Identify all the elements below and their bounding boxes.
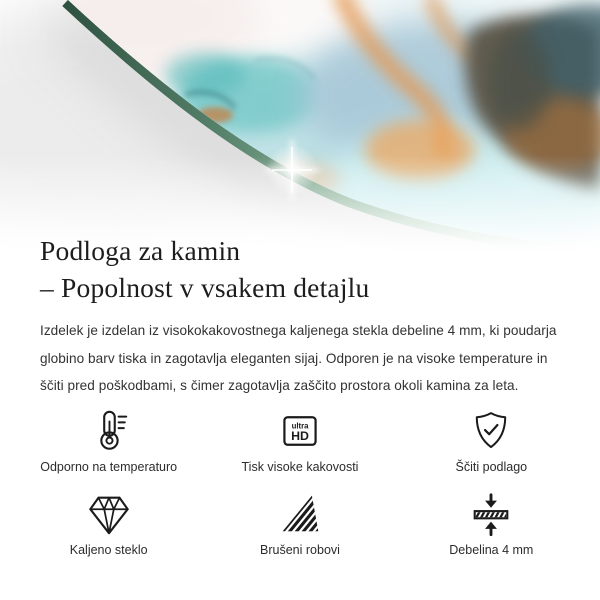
feature-temperature-resistant bbox=[13, 408, 204, 474]
title-line-2: – Popolnost v vsakem detajlu bbox=[40, 272, 370, 303]
feature-label: Debelina 4 mm bbox=[449, 542, 534, 557]
product-description: Izdelek je izdelan iz visokokakovostnega kaljenega stekla debeline 4 mm, ki poudarja globino barv tiska in zagotavlja eleganten sijaj. Odporen je na visoke temperature in ščiti pred poškodbami, s čimer zagotavlja zaščito prostora okoli kamina za leta. bbox=[40, 323, 557, 394]
features-grid bbox=[13, 408, 587, 557]
ultra-hd-icon bbox=[278, 408, 322, 455]
feature-label: Ščiti podlago bbox=[455, 459, 528, 474]
feature-polished-edges bbox=[204, 491, 395, 557]
feature-print-quality bbox=[204, 408, 395, 474]
feature-label: Tisk visoke kakovosti bbox=[241, 459, 359, 474]
brushed-edges-icon bbox=[278, 491, 322, 538]
feature-label: Kaljeno steklo bbox=[69, 542, 148, 557]
feature-thickness bbox=[396, 491, 587, 557]
feature-label: Odporno na temperaturo bbox=[40, 459, 178, 474]
thermometer-icon bbox=[86, 408, 132, 455]
thickness-icon bbox=[468, 491, 514, 538]
feature-label: Brušeni robovi bbox=[260, 542, 340, 557]
ultra-hd-icon-text-top: ultra bbox=[291, 421, 309, 431]
feature-protects-surface bbox=[396, 408, 587, 474]
feature-tempered-glass bbox=[13, 491, 204, 557]
shield-check-icon bbox=[469, 408, 513, 455]
product-image bbox=[0, 0, 600, 252]
product-copy bbox=[0, 232, 600, 557]
title-line-1: Podloga za kamin bbox=[40, 235, 241, 266]
diamond-icon bbox=[86, 491, 132, 538]
glass-panel-photo bbox=[0, 0, 600, 252]
ultra-hd-icon-text-bottom: HD bbox=[291, 429, 309, 444]
